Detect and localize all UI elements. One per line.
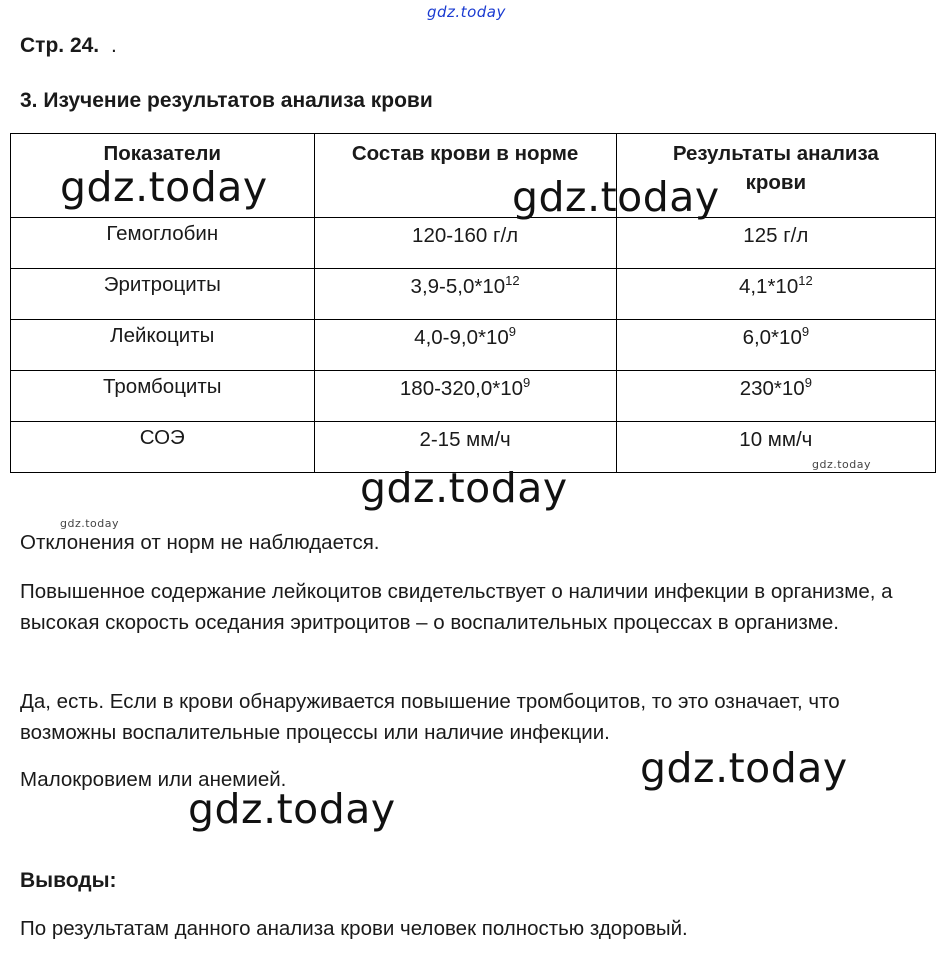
table-row xyxy=(11,371,936,422)
row-norm-value: 2-15 мм/ч xyxy=(419,427,511,451)
row-norm xyxy=(314,218,616,269)
watermark-top: gdz.today xyxy=(427,3,506,21)
watermark-small: gdz.today xyxy=(812,458,872,471)
page-label xyxy=(20,34,117,58)
paragraph-leukocytes: Повышенное содержание лейкоцитов свидетельствует о наличии инфекции в организме, а высокая скорость оседания эритроцитов – о воспалительных процессах в организме. xyxy=(20,580,893,634)
row-norm-exp: 12 xyxy=(505,273,520,288)
paragraph-thrombocytes: Да, есть. Если в крови обнаруживается повышение тромбоцитов, то это означает, что возможны воспалительные процессы или наличие инфекции. xyxy=(20,690,840,744)
row-result-exp: 12 xyxy=(798,273,813,288)
watermark: gdz.today xyxy=(360,464,568,512)
conclusion-text: По результатам данного анализа крови человек полностью здоровый. xyxy=(20,917,688,940)
row-result xyxy=(616,269,935,320)
row-result-exp: 9 xyxy=(801,324,810,339)
table-row xyxy=(11,320,936,371)
page-label-text: Стр. 24. xyxy=(20,34,100,57)
header-indicator: Показатели xyxy=(11,134,315,218)
row-name: Лейкоциты xyxy=(11,320,315,371)
table-row xyxy=(11,269,936,320)
header-result-text: Результаты анализа крови xyxy=(672,142,879,194)
watermark: gdz.today xyxy=(60,163,268,211)
row-result-value: 230*10 xyxy=(739,376,805,400)
paragraph-deviations: Отклонения от норм не наблюдается. xyxy=(20,531,380,554)
row-norm-value: 180-320,0*10 xyxy=(399,376,524,400)
row-result-value: 4,1*10 xyxy=(738,274,799,298)
row-norm-value: 120-160 г/л xyxy=(412,223,519,247)
row-norm-value: 3,9-5,0*10 xyxy=(410,274,506,298)
row-result xyxy=(616,422,935,473)
row-result xyxy=(616,218,935,269)
row-result-value: 125 г/л xyxy=(743,223,809,247)
row-result xyxy=(616,371,935,422)
header-norm: Состав крови в норме xyxy=(314,134,616,218)
watermark: gdz.today xyxy=(188,785,396,833)
row-name: Тромбоциты xyxy=(11,371,315,422)
table-row xyxy=(11,218,936,269)
row-norm-exp: 9 xyxy=(523,375,531,390)
row-norm xyxy=(314,371,616,422)
row-result-value: 6,0*10 xyxy=(742,325,802,349)
section-title: 3. Изучение результатов анализа крови xyxy=(20,89,433,112)
page-label-dot: . xyxy=(110,34,117,57)
watermark: gdz.today xyxy=(512,173,720,221)
row-norm-exp: 9 xyxy=(508,324,517,339)
watermark-small: gdz.today xyxy=(60,517,120,530)
row-norm-value: 4,0-9,0*10 xyxy=(414,325,509,349)
row-result-value: 10 мм/ч xyxy=(739,427,813,451)
row-norm xyxy=(314,320,616,371)
paragraph-anemia: Малокровием или анемией. xyxy=(20,768,287,791)
row-name: СОЭ xyxy=(11,422,315,473)
row-norm xyxy=(314,269,616,320)
watermark: gdz.today xyxy=(640,744,848,792)
row-result xyxy=(616,320,935,371)
row-name: Эритроциты xyxy=(11,269,315,320)
row-name: Гемоглобин xyxy=(11,218,315,269)
conclusions-title: Выводы: xyxy=(20,869,117,892)
row-result-exp: 9 xyxy=(804,375,812,390)
